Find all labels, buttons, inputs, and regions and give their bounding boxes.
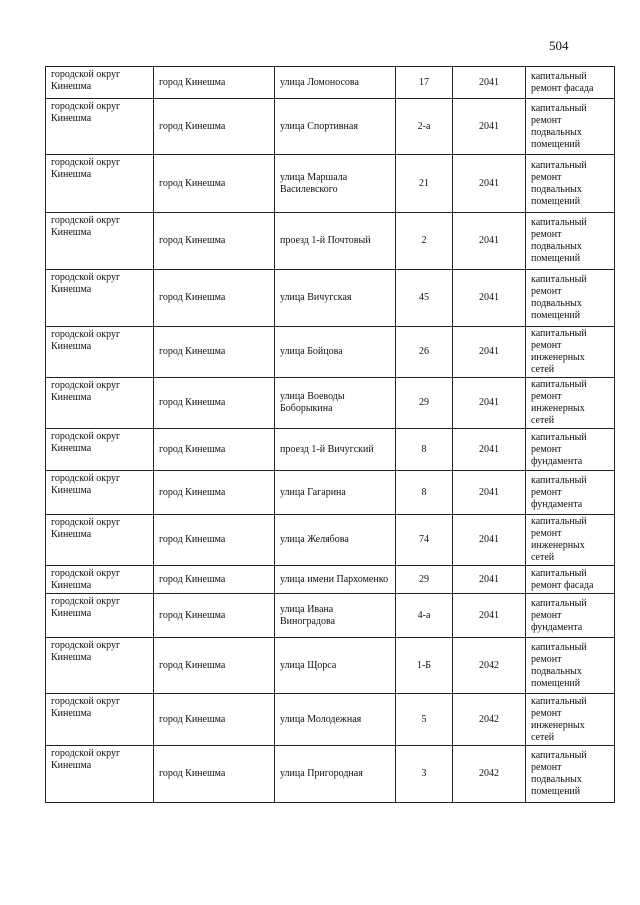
cell-work-type: капитальный ремонт подвальных помещений	[526, 213, 615, 270]
cell-okrug: городской округ Кинешма	[46, 746, 154, 803]
cell-okrug: городской округ Кинешма	[46, 327, 154, 378]
cell-year: 2041	[453, 594, 526, 638]
cell-year: 2041	[453, 327, 526, 378]
cell-year: 2041	[453, 515, 526, 566]
table-row	[46, 327, 615, 378]
cell-street: улица Ивана Виноградова	[275, 594, 396, 638]
cell-gorod: город Кинешма	[154, 746, 275, 803]
cell-street: улица Гагарина	[275, 471, 396, 515]
cell-okrug: городской округ Кинешма	[46, 638, 154, 694]
cell-street: улица Пригородная	[275, 746, 396, 803]
cell-okrug: городской округ Кинешма	[46, 213, 154, 270]
cell-house-number: 74	[396, 515, 453, 566]
cell-year: 2041	[453, 155, 526, 213]
cell-gorod: город Кинешма	[154, 155, 275, 213]
table-row	[46, 594, 615, 638]
cell-house-number: 29	[396, 378, 453, 429]
cell-gorod: город Кинешма	[154, 429, 275, 471]
cell-street: улица Бойцова	[275, 327, 396, 378]
cell-year: 2041	[453, 213, 526, 270]
cell-work-type: капитальный ремонт подвальных помещений	[526, 746, 615, 803]
cell-year: 2041	[453, 270, 526, 327]
cell-house-number: 2	[396, 213, 453, 270]
cell-gorod: город Кинешма	[154, 99, 275, 155]
cell-year: 2042	[453, 638, 526, 694]
cell-okrug: городской округ Кинешма	[46, 694, 154, 746]
cell-street: улица Маршала Василевского	[275, 155, 396, 213]
cell-street: улица Щорса	[275, 638, 396, 694]
table-row	[46, 429, 615, 471]
cell-gorod: город Кинешма	[154, 694, 275, 746]
cell-street: улица Вичугская	[275, 270, 396, 327]
cell-year: 2042	[453, 746, 526, 803]
cell-gorod: город Кинешма	[154, 378, 275, 429]
table-row	[46, 99, 615, 155]
cell-work-type: капитальный ремонт фундамента	[526, 429, 615, 471]
cell-gorod: город Кинешма	[154, 638, 275, 694]
cell-work-type: капитальный ремонт подвальных помещений	[526, 155, 615, 213]
cell-house-number: 8	[396, 429, 453, 471]
page-number: 504	[549, 38, 569, 53]
table-row	[46, 638, 615, 694]
cell-work-type: капитальный ремонт инженерных сетей	[526, 694, 615, 746]
cell-gorod: город Кинешма	[154, 213, 275, 270]
table-body	[46, 67, 615, 803]
table-row	[46, 67, 615, 99]
cell-gorod: город Кинешма	[154, 270, 275, 327]
table-row	[46, 566, 615, 594]
cell-work-type: капитальный ремонт подвальных помещений	[526, 99, 615, 155]
cell-gorod: город Кинешма	[154, 566, 275, 594]
cell-gorod: город Кинешма	[154, 67, 275, 99]
cell-okrug: городской округ Кинешма	[46, 429, 154, 471]
cell-house-number: 45	[396, 270, 453, 327]
cell-work-type: капитальный ремонт инженерных сетей	[526, 378, 615, 429]
cell-gorod: город Кинешма	[154, 515, 275, 566]
cell-okrug: городской округ Кинешма	[46, 471, 154, 515]
repair-schedule-table	[45, 66, 615, 803]
cell-house-number: 4-а	[396, 594, 453, 638]
table-row	[46, 515, 615, 566]
cell-work-type: капитальный ремонт инженерных сетей	[526, 515, 615, 566]
cell-house-number: 8	[396, 471, 453, 515]
table-row	[46, 213, 615, 270]
cell-street: улица Спортивная	[275, 99, 396, 155]
cell-work-type: капитальный ремонт фундамента	[526, 594, 615, 638]
cell-work-type: капитальный ремонт фасада	[526, 566, 615, 594]
cell-street: улица Молодежная	[275, 694, 396, 746]
cell-work-type: капитальный ремонт фундамента	[526, 471, 615, 515]
cell-okrug: городской округ Кинешма	[46, 155, 154, 213]
cell-year: 2041	[453, 378, 526, 429]
cell-house-number: 26	[396, 327, 453, 378]
cell-year: 2042	[453, 694, 526, 746]
table-row	[46, 746, 615, 803]
cell-house-number: 5	[396, 694, 453, 746]
cell-house-number: 21	[396, 155, 453, 213]
cell-okrug: городской округ Кинешма	[46, 515, 154, 566]
cell-year: 2041	[453, 67, 526, 99]
cell-gorod: город Кинешма	[154, 327, 275, 378]
cell-work-type: капитальный ремонт подвальных помещений	[526, 638, 615, 694]
cell-house-number: 1-Б	[396, 638, 453, 694]
table-row	[46, 471, 615, 515]
cell-year: 2041	[453, 566, 526, 594]
cell-house-number: 29	[396, 566, 453, 594]
cell-gorod: город Кинешма	[154, 471, 275, 515]
cell-street: улица Ломоносова	[275, 67, 396, 99]
table-row	[46, 378, 615, 429]
cell-house-number: 3	[396, 746, 453, 803]
cell-street: проезд 1-й Почтовый	[275, 213, 396, 270]
cell-gorod: город Кинешма	[154, 594, 275, 638]
cell-okrug: городской округ Кинешма	[46, 378, 154, 429]
table-row	[46, 694, 615, 746]
cell-street: улица Желябова	[275, 515, 396, 566]
cell-house-number: 17	[396, 67, 453, 99]
cell-year: 2041	[453, 99, 526, 155]
cell-year: 2041	[453, 429, 526, 471]
cell-okrug: городской округ Кинешма	[46, 594, 154, 638]
table-row	[46, 155, 615, 213]
cell-work-type: капитальный ремонт фасада	[526, 67, 615, 99]
cell-okrug: городской округ Кинешма	[46, 67, 154, 99]
cell-street: проезд 1-й Вичугский	[275, 429, 396, 471]
cell-house-number: 2-а	[396, 99, 453, 155]
cell-work-type: капитальный ремонт подвальных помещений	[526, 270, 615, 327]
cell-year: 2041	[453, 471, 526, 515]
cell-street: улица имени Пархоменко	[275, 566, 396, 594]
cell-okrug: городской округ Кинешма	[46, 566, 154, 594]
cell-okrug: городской округ Кинешма	[46, 270, 154, 327]
cell-street: улица Воеводы Боборыкина	[275, 378, 396, 429]
cell-okrug: городской округ Кинешма	[46, 99, 154, 155]
table-row	[46, 270, 615, 327]
cell-work-type: капитальный ремонт инженерных сетей	[526, 327, 615, 378]
